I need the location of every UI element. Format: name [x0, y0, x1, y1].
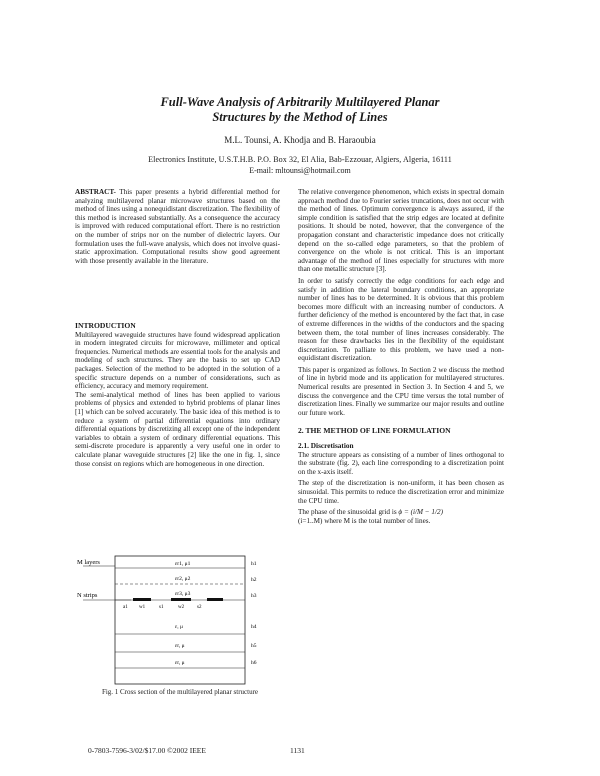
paper-title [0, 95, 600, 125]
intro-paragraph-1: Multilayered waveguide structures have found widespread application in modern integrated circuits for microwave, millimeter and optical frequencies. Numerical methods are essential tools for the analysis and modeling of such structures. They are the basis to set up CAD packages. Selection of the method to be adopted in the solution of a specific structure depends on a number of considerations, such as efficiency, accuracy and memory requirement. [75, 330, 280, 391]
abstract [75, 188, 280, 265]
height-label: h5 [251, 643, 257, 649]
height-label: h4 [251, 624, 257, 630]
strip-conductor [207, 598, 223, 601]
label-n-strips: N strips [77, 592, 98, 599]
right-paragraph-4: The structure appears as consisting of a number of lines orthogonal to the substrate (fig. 2), each line corresponding to a discretization point on the x-axis itself. [298, 450, 504, 476]
label-m-layers: M layers [77, 559, 100, 566]
layer-label: εr1, μ1 [175, 561, 191, 567]
right-paragraph-3: This paper is organized as follows. In Section 2 we discuss the method of line in hybrid mode and its application for multilayered structures. Numerical results are presented in Section 3. In Section 4 and 5, we discuss the convergence and the CPU time versus the total number of discretization lines. Finally we summarize our major results and outline our future work. [298, 365, 504, 417]
figure-1 [75, 548, 285, 698]
strip-dim-label: w1 [139, 605, 146, 610]
strip-conductor [171, 598, 191, 601]
height-label: h6 [251, 660, 257, 666]
height-label: h2 [251, 577, 257, 583]
phase-equation: ϕ = (i/M − 1/2) [398, 508, 443, 517]
section-2-heading: 2. THE METHOD OF LINE FORMULATION [298, 426, 451, 436]
layer-label: εr, μ [175, 660, 185, 666]
title-line-2: Structures by the Method of Lines [212, 110, 388, 124]
introduction [75, 322, 280, 468]
figure-caption: Fig. 1 Cross section of the multilayered planar structure [101, 688, 259, 696]
strip-dim-label: w2 [178, 605, 185, 610]
right-paragraph-6: The phase of the sinusoidal grid is [298, 508, 397, 517]
affiliation: Electronics Institute, U.S.T.H.B. P.O. Box 32, El Alia, Bab-Ezzouar, Algiers, Algeria, 16111 [148, 155, 452, 164]
authors: M.L. Tounsi, A. Khodja and B. Haraoubia [224, 135, 376, 145]
abstract-text: This paper presents a hybrid differential method for analyzing multilayered planar microwave structures based on the method of lines using a nonequidistant discretization. The flexibility of this method is increased substantially. As a consequence the accuracy is improved with reduced computational effort. There is no restriction on the number of strips nor on the number of dielectric layers. Our formulation uses the full-wave analysis, which does not involve quasi-static approximation. Computational results show good agreement with those presently available in the literature. [75, 188, 280, 265]
strip-dim-label: a1 [123, 605, 128, 610]
layer-label: εr, μ [175, 643, 185, 649]
layer-label: εr2, μ2 [175, 576, 191, 582]
right-paragraph-1: The relative convergence phenomenon, which exists in spectral domain approach method due to Fourier series truncations, does not occur with the method of lines. Optimum convergence is always assured, if the simple condition is satisfied that the strip edges are located at definite positions. It should be noted, however, that the convergence of the propagation constant and characteristic impedance does not critically depend on the so-called edge parameters, so that the problem of convergence on the whole is not critical. This is an important advantage of the method of lines especially for structures with more than one metallic structure [3]. [298, 188, 504, 274]
height-label: h3 [251, 593, 257, 599]
right-paragraph-7: (i=1..M) where M is the total number of lines. [298, 516, 431, 525]
email: E-mail: mltounsi@hotmail.com [249, 166, 351, 175]
abstract-label: ABSTRACT- [75, 188, 116, 196]
right-paragraph-2: In order to satisfy correctly the edge conditions for each edge and satisfy in addition the lateral boundary conditions, an appropriate number of lines has to be determined. It is obvious that this problem becomes more difficult with an increasing number of conductors. A further deficiency of the method is encountered by the fact that, in case of extreme differences in the widths of the conductors and the spacing between them, the total number of lines increases considerably. The reason for these drawbacks lies in the flexibility of the equidistant discretization. To palliate to this problem, we have used a non-equidistant discretization. [298, 276, 504, 363]
strip-dim-label: s1 [159, 605, 164, 610]
right-paragraph-5: The step of the discretization is non-uniform, it has been chosen as sinusoidal. This permits to reduce the discretization error and minimize the CPU time. [298, 479, 504, 505]
intro-heading: INTRODUCTION [75, 321, 136, 330]
height-label: h1 [251, 561, 257, 567]
cross-section-diagram [75, 548, 285, 698]
intro-paragraph-2: The semi-analytical method of lines has been applied to various problems of physics and extended to hybrid problems of planar lines [1] which can be solved accurately. The basic idea of this method is to reduce a system of partial differential equations into ordinary differential equations by discretizing all except one of the independent variables to obtain a system of ordinary differential equations. This semi-discrete procedure is apparently a very useful one in order to calculate planar waveguide structures [2] like the one in fig. 1, since those consist on regions which are homogeneous in one direction. [75, 390, 280, 468]
strip-conductor [133, 598, 151, 601]
layer-label: εr3, μ3 [175, 591, 191, 597]
page-number: 1131 [290, 746, 305, 755]
right-column [298, 188, 504, 525]
subsection-heading: 2.1. Discretisation [298, 441, 354, 451]
footer-copyright: 0-7803-7596-3/02/$17.00 ©2002 IEEE [88, 746, 206, 755]
layer-label: ε, μ [175, 624, 184, 630]
strip-dim-label: s2 [197, 605, 202, 610]
title-line-1: Full-Wave Analysis of Arbitrarily Multilayered Planar [160, 95, 440, 109]
